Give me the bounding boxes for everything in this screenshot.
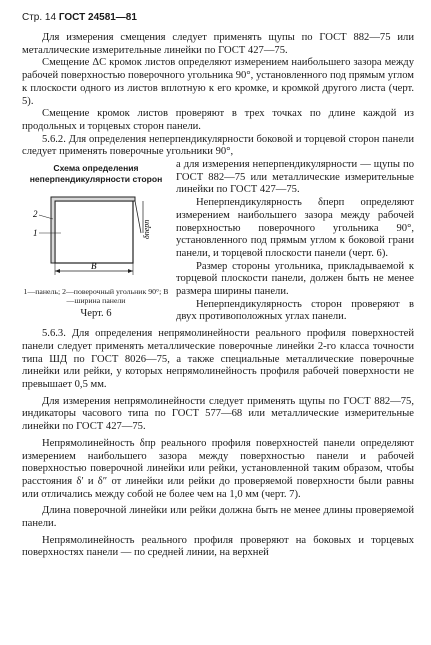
paragraph-straightness-definition: Непрямолинейность δпр реального профиля поверхностей панели определяют измерением наибольшего зазора между поверхностью панели и рабочей поверхностью поверочной линейки или рейки, установленной таким образом, чтобы расстояния δ′ и δ″ от линейки или рейки до проверяемой поверхности были равны или отличались между собой не более чем на 1,0 мм (черт. 7). (22, 437, 414, 500)
dimension-arrow-left (55, 269, 60, 273)
label-b: B (91, 261, 97, 272)
figure-6 (22, 159, 170, 324)
figure-caption: Черт. 6 (80, 308, 112, 320)
gap-line (135, 201, 141, 233)
figure-section (22, 159, 414, 324)
paragraph-straightness-check: Непрямолинейность реального профиля проверяют на боковых и торцевых поверхностях панели — по средней линии, на верхней (22, 534, 414, 559)
figure-side-text (176, 159, 414, 324)
try-square (51, 197, 135, 263)
label-1: 1 (33, 228, 38, 239)
label-delta: δперп (142, 219, 151, 240)
gost-code: ГОСТ 24581—81 (58, 12, 137, 23)
paragraph-measure-tools: а для измерения неперпендикулярности — щупы по ГОСТ 882—75 или металлические измерительные линейки по ГОСТ 427—75. (176, 159, 414, 196)
figure-legend: 1—панель; 2—поверочный угольник 90°; B—ширина панели (23, 287, 169, 306)
paragraph-square-size: Размер стороны угольника, прикладываемой к торцевой плоскости панели, должен быть не менее размера ширины панели. (176, 260, 414, 298)
paragraph-5-6-2-start: 5.6.2. Для определения неперпендикулярности боковой и торцевой сторон панели следует применять поверочные угольники 90°, (22, 133, 414, 158)
perpendicularity-diagram (31, 189, 161, 285)
paragraph-perp-check: Неперпендикулярность сторон проверяют в двух противоположных углах панели. (176, 298, 414, 323)
page-number: Стр. 14 (22, 12, 57, 23)
figure-title: Схема определения неперпендикулярности сторон (29, 163, 163, 185)
paragraph-ruler-length: Длина поверочной линейки или рейки должна быть не менее длины проверяемой панели. (22, 505, 414, 530)
paragraph-straightness-tools: Для измерения непрямолинейности следует применять щупы по ГОСТ 882—75, индикаторы часового типа по ГОСТ 577—68 или металлические измерительные линейки по ГОСТ 427—75. (22, 395, 414, 433)
dimension-arrow-right (128, 269, 133, 273)
paragraph-offset-check-points: Смещение кромок листов проверяют в трех точках по длине каждой из продольных и торцевых сторон панели. (22, 108, 414, 132)
paragraph-5-6-3: 5.6.3. Для определения непрямолинейности реального профиля поверхностей панели следует применять металлические поверочные линейки 2-го класса точности типа ШД по ГОСТ 8026—75, а также специальные металлические поверочные линейки или рейки, у которых непрямолинейность профиля рабочей поверхности не превышает 0,5 мм. (22, 328, 414, 390)
document-page (22, 12, 414, 560)
paragraph-perp-definition: Неперпендикулярность δперп определяют измерением наибольшего зазора между рабочей поверхностью поверочного угольника 90°, установленного под прямым углом к боковой грани панели, и торцевой плоскости панели (черт. 6). (176, 197, 414, 259)
paragraph-tools-offset: Для измерения смещения следует применять щупы по ГОСТ 882—75 или металлические измерительные линейки по ГОСТ 427—75. (22, 32, 414, 56)
label-2: 2 (33, 209, 38, 220)
panel-outline (55, 201, 133, 263)
paragraph-offset-definition: Смещение ΔC кромок листов определяют измерением наибольшего зазора между рабочей поверхностью поверочного угольника 90°, установленного под прямым углом к плоскости одного из листов вплотную к его кромке, и кромкой другого листа (черт. 5). (22, 57, 414, 107)
page-header (22, 12, 414, 26)
